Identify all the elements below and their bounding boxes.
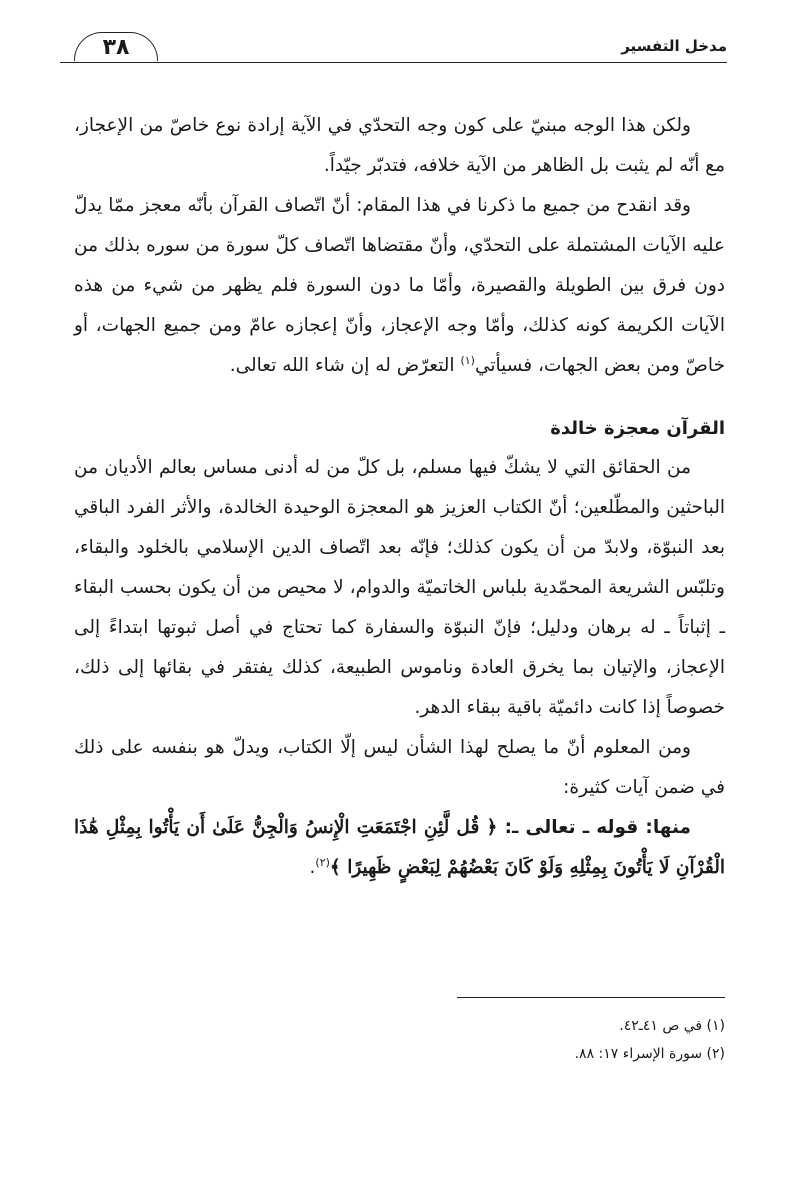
footnote-ref-2: (٢) <box>315 855 330 869</box>
quran-verse: ﴿ قُل لَّئِنِ اجْتَمَعَتِ الْإِنسُ وَالْجِنُّ عَلَىٰ أَن يَأْتُوا بِمِثْلِ هَٰذَا الْقُرْآنِ لَا يَأْتُونَ بِمِثْلِهِ وَلَوْ كَانَ بَعْضُهُمْ لِبَعْضٍ ظَهِيرًا ﴾ <box>74 817 725 878</box>
running-title: مدخل التفسير <box>621 37 727 55</box>
header-rule <box>60 62 727 63</box>
footnote-2: (٢) سورة الإسراء ١٧: ٨٨. <box>574 1046 725 1062</box>
paragraph-2 <box>74 186 725 386</box>
paragraph-2-text: وقد انقدح من جميع ما ذكرنا في هذا المقام: أنّ اتّصاف القرآن بأنّه معجز ممّا يدلّ عليه الآيات المشتملة على التحدّي، وأنّ مقتضاها اتّصاف كلّ سورة من سوره بذلك من دون فرق بين الطويلة والقصيرة، وأمّا ما دون السورة فلم يظهر من شيء من هذه الآيات الكريمة كونه كذلك، وأمّا وجه الإعجاز، وأنّ إعجازه عامّ ومن جميع الجهات، أو خاصّ ومن بعض الجهات، فسيأتي <box>74 195 725 376</box>
paragraph-1: ولكن هذا الوجه مبنيّ على كون وجه التحدّي في الآية إرادة نوع خاصّ من الإعجاز، مع أنّه لم يثبت بل الظاهر من الآية خلافه، فتدبّر جيّداً. <box>74 115 725 176</box>
page-body <box>74 106 725 888</box>
paragraph-4: ومن المعلوم أنّ ما يصلح لهذا الشأن ليس إلّا الكتاب، ويدلّ هو بنفسه على ذلك في ضمن آيات كثيرة: <box>74 737 725 798</box>
paragraph-5 <box>74 808 725 888</box>
footnote-ref-1: (١) <box>460 353 475 367</box>
page-header <box>60 26 727 66</box>
footnote-rule <box>457 997 725 998</box>
page-number: ٣٨ <box>74 32 158 61</box>
footnotes <box>74 1012 725 1068</box>
paragraph-3: من الحقائق التي لا يشكّ فيها مسلم، بل كلّ من له أدنى مساس بعالم الأديان من الباحثين والمطّلعين؛ أنّ الكتاب العزيز هو المعجزة الوحيدة الخالدة، والأثر الفرد الباقي بعد النبوّة، ولابدّ من أن يكون كذلك؛ فإنّه بعد اتّصاف الدين الإسلامي بالخلود والبقاء، وتلبّس الشريعة المحمّدية بلباس الخاتميّة والدوام، لا محيص من أن يكون بحسب البقاء ـ إثباتاً ـ له برهان ودليل؛ فإنّ النبوّة والسفارة كما تحتاج في أصل ثبوتها ابتداءً إلى الإعجاز، والإتيان بما يخرق العادة وناموس الطبيعة، كذلك يفتقر في بقائها إلى ذلك، خصوصاً إذا كانت دائميّة باقية ببقاء الدهر. <box>74 457 725 718</box>
footnote-1: (١) في ص ٤١ـ٤٢. <box>619 1018 725 1034</box>
section-heading: القرآن معجزة خالدة <box>550 418 725 439</box>
paragraph-5-end: . <box>309 857 316 878</box>
quote-lead: منها: قوله ـ تعالى ـ: <box>497 817 691 838</box>
paragraph-2-tail: التعرّض له إن شاء الله تعالى. <box>229 355 461 376</box>
